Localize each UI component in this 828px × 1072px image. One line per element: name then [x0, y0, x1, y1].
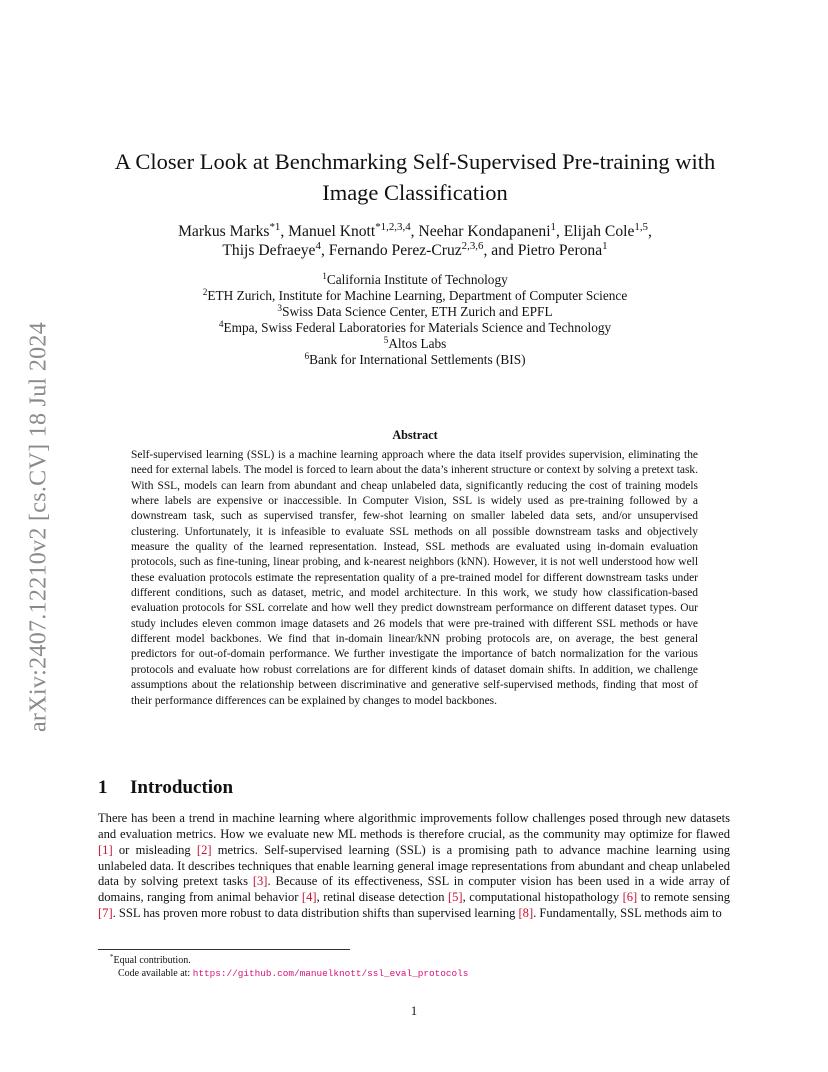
affiliation-text: ETH Zurich, Institute for Machine Learning, Department of Computer Science — [207, 288, 628, 303]
citation-link[interactable]: [6] — [622, 890, 638, 905]
author-affiliation-mark: 4 — [315, 240, 321, 252]
author-affiliation-mark: 1,5 — [634, 221, 649, 233]
author-line: Thijs Defraeye$^4$, Fernando Perez-Cruz$^{2,3,6}$, and Pietro Perona$^1$ — [222, 240, 608, 259]
affiliation-text: Altos Labs — [388, 336, 447, 351]
affiliation-mark: 2 — [202, 287, 208, 298]
page-number: 1 — [410, 1004, 418, 1018]
footnote-rule — [98, 949, 350, 950]
intro-text: . Fundamentally, SSL methods aim to — [533, 906, 722, 921]
affiliation-text: Swiss Data Science Center, ETH Zurich and EPFL — [282, 304, 553, 319]
footnote-mark: * — [110, 953, 114, 962]
footnote-line-2 — [118, 967, 468, 980]
author-name: Neehar Kondapaneni — [418, 223, 551, 240]
affiliation-list — [95, 272, 735, 368]
author-affiliation-mark: *1 — [269, 221, 281, 233]
author-affiliation-mark: 1 — [602, 240, 608, 252]
affiliation-item — [95, 304, 735, 320]
arxiv-id-text: arXiv:2407.12210v2 [cs.CV] 18 Jul 2024 — [25, 321, 52, 733]
affiliation-mark: 5 — [383, 335, 389, 346]
affiliation-mark: 6 — [304, 351, 310, 362]
section-number: 1 — [98, 777, 108, 798]
affiliation-text: California Institute of Technology — [326, 272, 508, 287]
citation-link[interactable]: [5] — [447, 890, 463, 905]
citation-link[interactable]: [1] — [98, 842, 113, 857]
author-name: Pietro Perona — [517, 242, 603, 259]
abstract-heading: Abstract — [392, 428, 438, 442]
affiliation-mark: 4 — [218, 319, 224, 330]
author-name: Markus Marks — [178, 223, 270, 240]
citation-link[interactable]: [7] — [98, 906, 113, 921]
intro-text: or misleading — [112, 842, 197, 857]
author-affiliation-mark: 2,3,6 — [461, 240, 484, 252]
affiliation-item — [95, 336, 735, 352]
author-affiliation-mark: *1,2,3,4 — [375, 221, 411, 233]
author-line: Markus Marks$^{*1}$, Manuel Knott$^{*1,2,3,4}$, Neehar Kondapaneni$^1$, Elijah Cole$^{1,5}$, — [178, 221, 652, 240]
affiliation-item — [95, 320, 735, 336]
citation-link[interactable]: [3] — [252, 874, 268, 889]
intro-text: , retinal disease detection — [316, 890, 448, 905]
author-name: Thijs Defraeye — [222, 242, 316, 259]
footnote-code-prefix: Code available at: — [118, 968, 193, 979]
paper-title: A Closer Look at Benchmarking Self-Supervised Pre-training with Image Classification — [114, 149, 716, 205]
author-list — [95, 222, 735, 260]
abstract-text: Self-supervised learning (SSL) is a machine learning approach where the data itself provides supervision, eliminating the need for external labels. The model is forced to learn about the data’s inherent structure or context by solving a pretext task. With SSL, models can learn from abundant and cheap unlabeled data, significantly reducing the cost of training models where labels are expensive or inaccessible. In Computer Vision, SSL is widely used as pre-training followed by a downstream task, such as supervised transfer, few-shot learning on smaller labeled data sets, and/or unsupervised clustering. Unfortunately, it is infeasible to evaluate SSL methods on all possible downstream tasks and objectively measure the quality of the learned representation. Instead, SSL methods are evaluated using in-domain evaluation protocols, such as fine-tuning, linear probing, and k-nearest neighbors (kNN). However, it is not well understood how well these evaluation protocols estimate the representation quality of a pre-trained model for different downstream tasks under different conditions, such as dataset, metric, and model architecture. In this work, we study how classification-based evaluation protocols for SSL correlate and how well they predict downstream performance on different dataset types. Our study includes eleven common image datasets and 26 models that were pre-trained with different SSL methods or have different model backbones. We find that in-domain linear/kNN probing protocols are, on average, the best general predictors for out-of-domain performance. We further investigate the importance of batch normalization for the various protocols and evaluate how robust correlations are for different kinds of dataset domain shifts. In addition, we challenge assumptions about the relationship between discriminative and generative self-supervised methods, finding that most of their performance differences can be explained by changes to model backbones. — [131, 449, 698, 707]
citation-link[interactable]: [4] — [301, 890, 317, 905]
affiliation-mark: 1 — [322, 271, 327, 282]
introduction-paragraph — [98, 811, 730, 922]
intro-text: . SSL has proven more robust to data distribution shifts than supervised learning — [112, 906, 519, 921]
author-name: Fernando Perez-Cruz — [328, 242, 462, 259]
intro-text: to remote sensing — [637, 890, 730, 905]
affiliation-text: Empa, Swiss Federal Laboratories for Materials Science and Technology — [223, 320, 612, 335]
author-name: Manuel Knott — [288, 223, 376, 240]
intro-text: . Because of its effectiveness, SSL in computer vision has been used in a wide array of domains, ranging from animal behavior — [98, 874, 730, 905]
affiliation-item — [95, 272, 735, 288]
footnote-equal-contribution: Equal contribution. — [113, 955, 191, 966]
section-heading — [98, 776, 233, 800]
footnote-line-1 — [110, 954, 468, 967]
intro-text: metrics. Self-supervised learning (SSL) is a promising path to advance machine learning using unlabeled data. It describes techniques that enable learning general image representations from abundant and cheap unlabeled data by solving pretext tasks — [98, 842, 730, 889]
intro-text: There has been a trend in machine learning where algorithmic improvements follow challenges posed through new datasets and evaluation metrics. How we evaluate new ML methods is therefore crucial, as the community may optimize for flawed — [98, 811, 730, 841]
citation-link[interactable]: [2] — [196, 842, 212, 857]
author-affiliation-mark: 1 — [550, 221, 556, 233]
footnote — [110, 954, 468, 980]
affiliation-mark: 3 — [277, 303, 283, 314]
arxiv-identifier — [22, 292, 56, 762]
intro-text: , computational histopathology — [462, 890, 623, 905]
affiliation-item — [95, 352, 735, 368]
author-name: Elijah Cole — [563, 223, 635, 240]
section-title: Introduction — [130, 777, 234, 798]
affiliation-text: Bank for International Settlements (BIS) — [309, 352, 526, 367]
citation-link[interactable]: [8] — [518, 906, 534, 921]
code-url-link[interactable]: https://github.com/manuelknott/ssl_eval_protocols — [192, 968, 469, 979]
affiliation-item — [95, 288, 735, 304]
